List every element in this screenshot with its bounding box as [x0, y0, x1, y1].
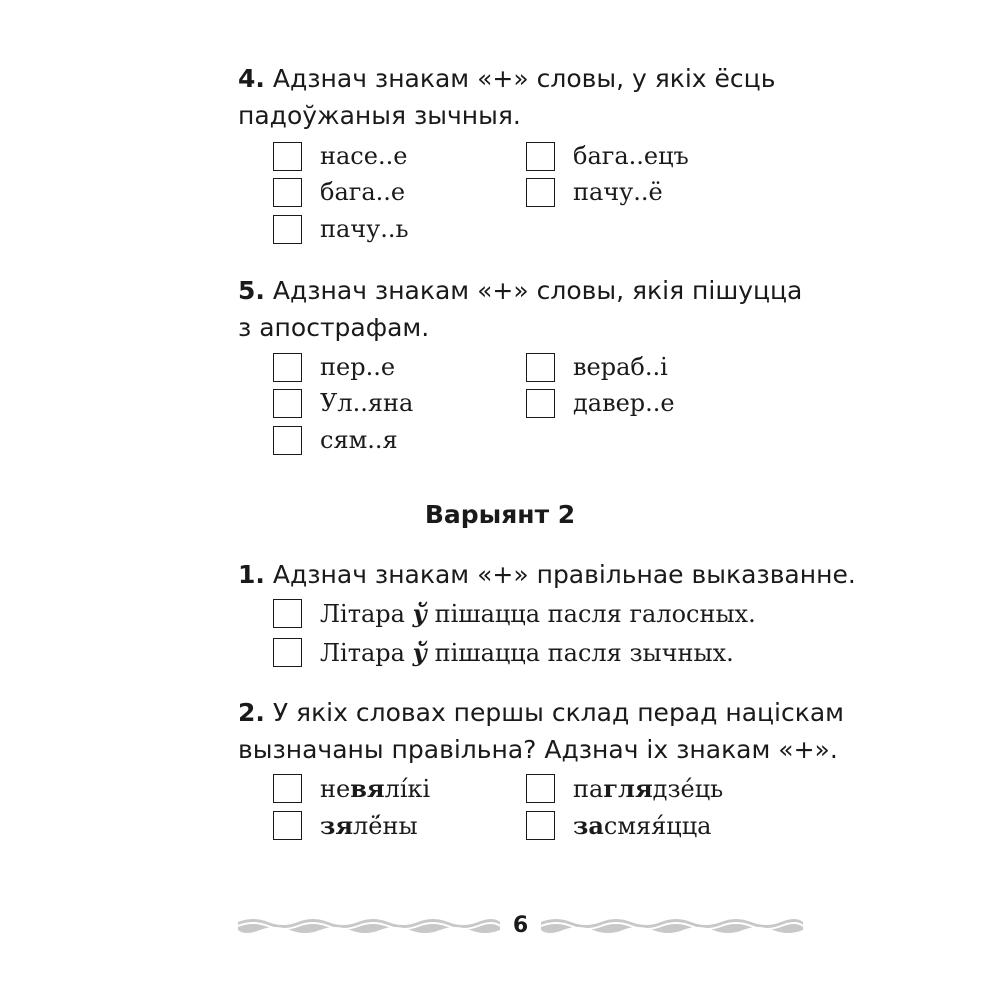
task-5-option-5[interactable]	[273, 423, 398, 457]
v2-task-2-option-4[interactable]	[526, 808, 711, 842]
task-5-option-2[interactable]	[526, 350, 668, 384]
task-5-line-1	[238, 272, 803, 309]
word-part: не	[320, 774, 351, 803]
statement-end: пішацца пасля галосных.	[426, 599, 756, 628]
checkbox[interactable]	[526, 811, 555, 840]
task-4	[238, 60, 803, 134]
checkbox[interactable]	[273, 638, 302, 667]
statement-letter: ў	[412, 637, 427, 667]
v2-task-1-option-2[interactable]	[273, 635, 734, 669]
v2-task-2	[238, 694, 845, 768]
variant-heading: Варыянт 2	[424, 500, 576, 529]
statement-letter: ў	[412, 598, 427, 628]
checkbox[interactable]	[273, 599, 302, 628]
task-4-number: 4.	[238, 64, 265, 93]
option-word	[320, 774, 430, 803]
statement-end: пішацца пасля зычных.	[426, 638, 734, 667]
word-part-bold: вя	[350, 773, 385, 803]
checkbox[interactable]	[526, 389, 555, 418]
v2-task-1-text: Адзнач знакам «+» правільнае выказванне.	[272, 560, 856, 589]
checkbox[interactable]	[273, 142, 302, 171]
word-part-bold: зя	[320, 810, 354, 840]
option-word: сям..я	[320, 426, 398, 454]
option-word: давер..е	[573, 389, 675, 417]
option-word	[573, 811, 711, 840]
option-word: бага..е	[320, 178, 406, 206]
checkbox[interactable]	[526, 774, 555, 803]
task-4-line-1	[238, 60, 803, 97]
checkbox[interactable]	[526, 142, 555, 171]
v2-task-1-line	[238, 556, 856, 593]
v2-task-2-option-1[interactable]	[273, 771, 430, 805]
v2-task-1-number: 1.	[238, 560, 265, 589]
option-word: Ул..яна	[320, 389, 414, 417]
task-4-option-3[interactable]	[273, 175, 405, 209]
checkbox[interactable]	[273, 426, 302, 455]
option-word: пер..е	[320, 353, 396, 381]
checkbox[interactable]	[273, 178, 302, 207]
v2-task-1	[238, 556, 856, 593]
v2-task-2-line-1	[238, 694, 845, 731]
option-word: пачу..ё	[573, 178, 663, 206]
task-4-option-5[interactable]	[273, 212, 409, 246]
statement-start: Літара	[320, 638, 413, 667]
task-5-option-1[interactable]	[273, 350, 395, 384]
checkbox[interactable]	[273, 811, 302, 840]
option-word	[320, 811, 418, 840]
v2-task-2-text-2: вызначаны правільна? Адзнач іх знакам «+».	[238, 735, 838, 764]
word-part: лі́кі	[384, 774, 431, 803]
checkbox[interactable]	[526, 178, 555, 207]
word-part: дзе́ць	[652, 774, 724, 803]
task-5	[238, 272, 803, 346]
checkbox[interactable]	[273, 353, 302, 382]
option-word: бага..ецъ	[573, 142, 689, 170]
word-part: па	[573, 774, 604, 803]
word-part-bold: за	[573, 810, 604, 840]
v2-task-2-text-1: У якіх словах першы склад перад націскам	[272, 698, 845, 727]
option-word: пачу..ь	[320, 215, 409, 243]
option-statement	[320, 638, 734, 667]
v2-task-2-option-2[interactable]	[526, 771, 723, 805]
statement-start: Літара	[320, 599, 413, 628]
option-word	[573, 774, 723, 803]
option-statement	[320, 599, 756, 628]
checkbox[interactable]	[526, 353, 555, 382]
task-5-text-2: з апострафам.	[238, 313, 430, 342]
page-footer	[238, 910, 803, 942]
checkbox[interactable]	[273, 389, 302, 418]
task-5-number: 5.	[238, 276, 265, 305]
word-part: лё́ны	[353, 811, 418, 840]
task-5-option-3[interactable]	[273, 386, 413, 420]
task-4-text-1: Адзнач знакам «+» словы, у якіх ёсць	[272, 64, 776, 93]
task-4-option-2[interactable]	[526, 139, 689, 173]
task-5-text-1: Адзнач знакам «+» словы, якія пішуцца	[272, 276, 803, 305]
v2-task-2-number: 2.	[238, 698, 265, 727]
checkbox[interactable]	[273, 215, 302, 244]
task-4-option-4[interactable]	[526, 175, 663, 209]
word-part: смяя́цца	[603, 811, 712, 840]
task-4-option-1[interactable]	[273, 139, 407, 173]
checkbox[interactable]	[273, 774, 302, 803]
option-word: насе..е	[320, 142, 408, 170]
v2-task-2-option-3[interactable]	[273, 808, 418, 842]
page-number: 6	[512, 913, 529, 938]
v2-task-1-option-1[interactable]	[273, 596, 756, 630]
word-part-bold: гля	[603, 773, 653, 803]
option-word: вераб..і	[573, 353, 668, 381]
task-4-text-2: падоўжаныя зычныя.	[238, 101, 521, 130]
task-5-option-4[interactable]	[526, 386, 675, 420]
